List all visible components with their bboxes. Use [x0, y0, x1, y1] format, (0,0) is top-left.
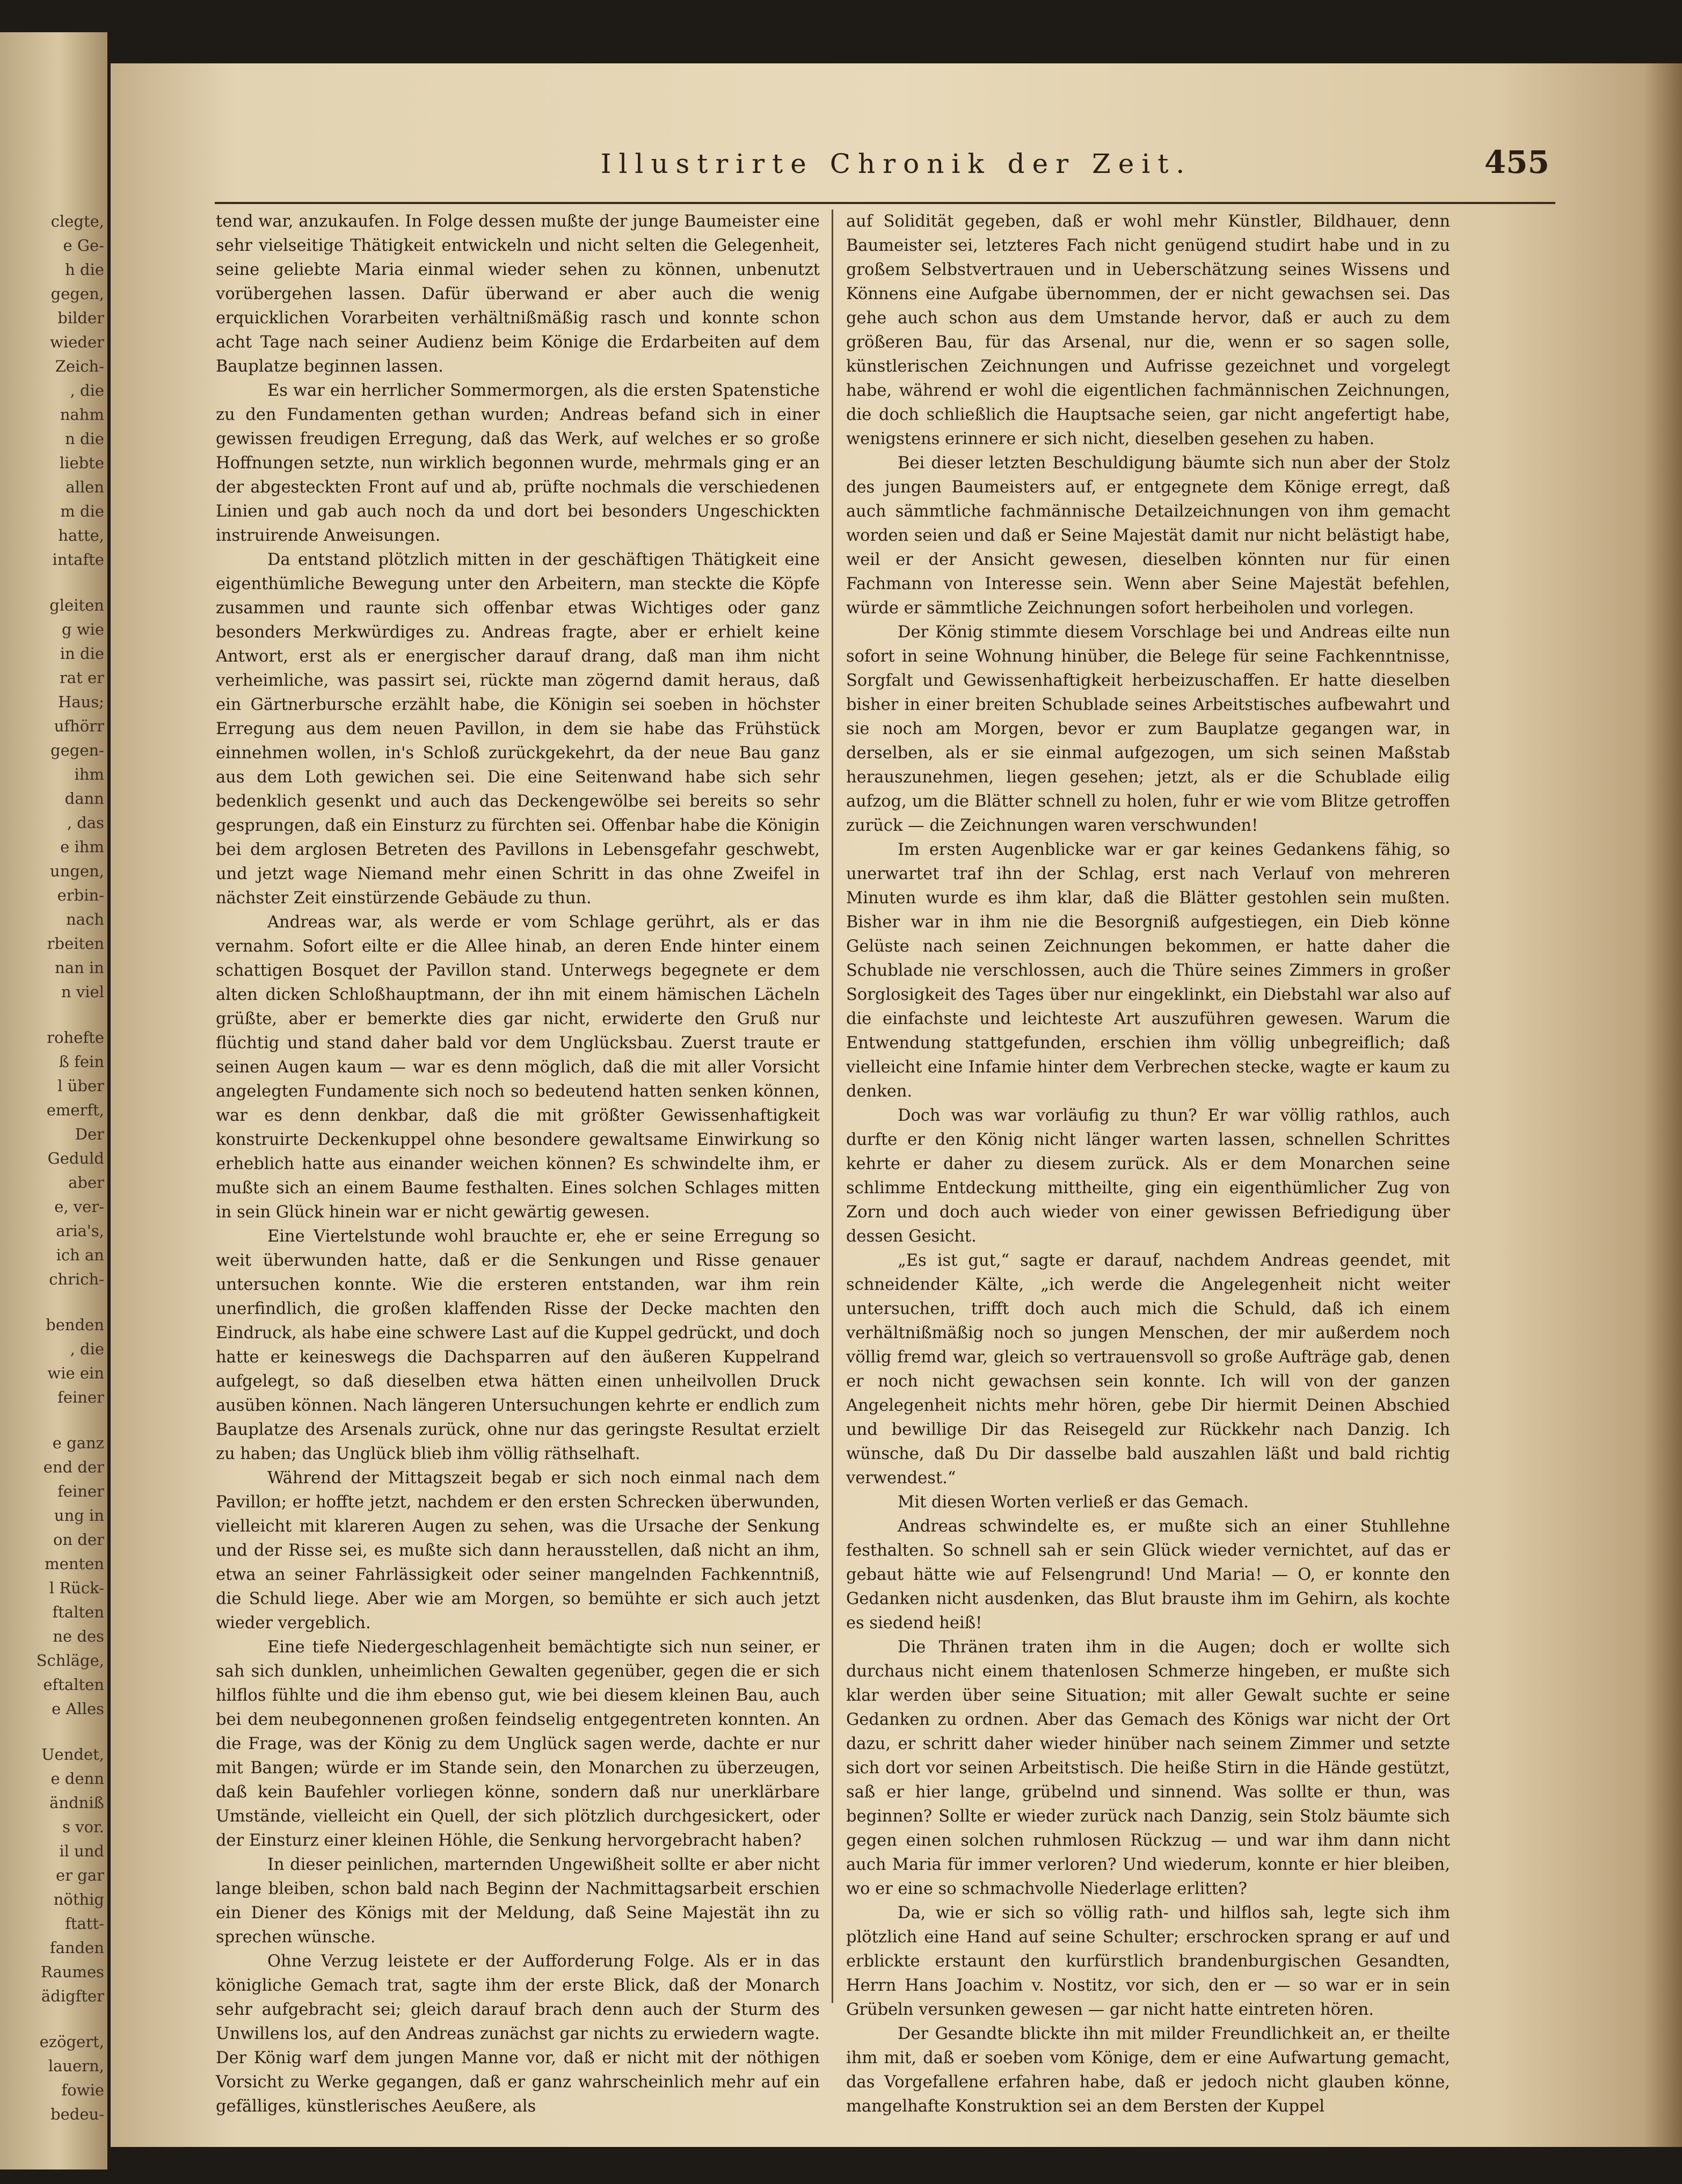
facing-page-text-fragment: rbeiten — [47, 934, 104, 953]
facing-page-text-fragment: gegen- — [50, 741, 104, 759]
facing-page-text-fragment: erbin- — [57, 886, 104, 904]
paragraph: Mit diesen Worten verließ er das Gemach. — [898, 1493, 1249, 1512]
facing-page-text-fragment: Geduld — [47, 1149, 104, 1167]
paragraph: Da entstand plötzlich mitten in der geschäftigen Thätigkeit eine eigenthümliche Bewegung unter den Arbeitern, man steckte die Köpfe zusammen und raunte sich offenbar etwas Wichtiges oder ganz besonders Merkwürdiges zu. Andreas fragte, aber er erhielt keine Antwort, erst als er energischer darauf drang, daß man ihm nicht verheimliche, was passirt sei, rückte man zögernd damit heraus, daß ein Gärtnerbursche erzählt habe, die Königin sei soeben in höchster Erregung aus dem neuen Pavillon, in dem sie habe das Frühstück einnehmen wollen, in's Schloß zurückgekehrt, da der neue Bau ganz aus dem Loth gewichen sei. Die eine Seitenwand habe sich sehr bedenklich gesenkt und auch das Deckengewölbe sei bereits so sehr gesprungen, daß ein Einsturz zu fürchten sei. Offenbar habe die Königin bei dem arglosen Betreten des Pavillons in Lebensgefahr geschwebt, und jetzt wage Niemand mehr einen Schritt in das ohne Zweifel in nächster Zeit einstürzende Gebäude zu thun. — [216, 550, 820, 908]
paragraph: Der König stimmte diesem Vorschlage bei und Andreas eilte nun sofort in seine Wohnung hinüber, die Belege für seine Fachkenntnisse, Sorgfalt und Gewissenhaftigkeit herbeizuschaffen. Er hatte dieselben bisher in einer breiten Schublade seines Arbeitstisches aufbewahrt und sie noch am Morgen, bevor er zum Bauplatze gegangen war, in derselben, als er sie einmal aufgezogen, um sich seinen Maßstab herauszunehmen, liegen gesehen; jetzt, als er die Schublade eilig aufzog, um die Blätter schnell zu holen, fuhr er wie vom Blitze getroffen zurück — die Zeichnungen waren verschwunden! — [846, 623, 1450, 835]
facing-page-text-fragment: Raumes — [40, 1963, 104, 1981]
paragraph: Der Gesandte blickte ihn mit milder Freundlichkeit an, er theilte ihm mit, daß er soeben vom Könige, dem er eine Aufwartung gemacht, das Vorgefallene erfahren habe, daß er jedoch nicht glauben könne, mangelhafte Konstruktion sei an dem Bersten der Kuppel — [846, 2025, 1450, 2116]
page-header — [111, 144, 1682, 198]
facing-page-text-fragment: , die — [70, 1340, 104, 1358]
facing-page-text-fragment: h die — [65, 260, 104, 279]
facing-page-text-fragment: ung in — [54, 1506, 104, 1525]
text-column-left — [216, 209, 820, 2116]
paragraph: Eine Viertelstunde wohl brauchte er, ehe er seine Erregung so weit überwunden hatte, daß er die Senkungen und Risse genauer untersuchen konnte. Wie die ersteren entstanden, war ihm rein unerfindlich, die großen klaffenden Risse der Decke machten den Eindruck, als habe eine schwere Last auf die Kuppel gedrückt, und doch hatte er keineswegs die Dachsparren auf den äußeren Kuppelrand aufgelegt, so daß dieselben etwa hätten einen unheilvollen Druck ausüben können. Nach längeren Untersuchungen kehrte er endlich zum Bauplatze des Arsenals zurück, ohne nur das geringste Resultat erzielt zu haben; das Unglück blieb ihm völlig räthselhaft. — [216, 1227, 820, 1463]
facing-page-text-fragment: chrich- — [49, 1270, 104, 1288]
facing-page-text-fragment: bilder — [57, 309, 104, 327]
facing-page-text-fragment: feiner — [57, 1482, 104, 1500]
text-column-right — [846, 209, 1450, 2116]
paragraph: Andreas schwindelte es, er mußte sich an einer Stuhllehne festhalten. So schnell sah er sein Glück wieder vernichtet, auf das er gebaut hätte wie auf Felsengrund! Und Maria! — O, er konnte den Gedanken nicht ausdenken, das Blut brauste ihm im Gehirn, als kochte es siedend heiß! — [846, 1517, 1450, 1632]
facing-page-text-fragment: gegen, — [50, 285, 104, 303]
facing-page-text-fragment: ftatt- — [65, 1914, 104, 1933]
facing-page-text-fragment: liebte — [59, 454, 104, 472]
facing-page-text-fragment: feiner — [57, 1388, 104, 1406]
facing-page-text-fragment: e ganz — [52, 1434, 104, 1452]
facing-page-text-fragment: ß fein — [59, 1053, 104, 1071]
facing-page-text-fragment: er gar — [56, 1866, 104, 1884]
paragraph: Die Thränen traten ihm in die Augen; doch er wollte sich durchaus nicht einem thatenlosen Schmerze hingeben, er mußte sich klar werden über seine Situation; mit aller Gewalt suchte er seine Gedanken zu ordnen. Aber das Gemach des Königs war nicht der Ort dazu, er schritt daher wieder hinüber nach seinem Zimmer und setzte sich dort vor seinen Arbeitstisch. Die heiße Stirn in die Hände gestützt, saß er hier lange, grübelnd und sinnend. Was sollte er thun, was beginnen? Sollte er wieder zurück nach Danzig, sein Stolz bäumte sich gegen einen solchen ruhmlosen Rückzug — und war ihm dann nicht auch Maria für immer verloren? Und wiederum, konnte er hier bleiben, wo er eine so schmachvolle Niederlage erlitten? — [846, 1638, 1450, 1898]
facing-page-text-fragment: emerft, — [46, 1101, 104, 1119]
paragraph: Ohne Verzug leistete er der Aufforderung Folge. Als er in das königliche Gemach trat, sagte ihm der erste Blick, daß der Monarch sehr aufgebracht sei; gleich darauf brach denn auch der Sturm des Unwillens los, auf den Andreas zunächst gar nichts zu erwiedern wagte. Der König warf dem jungen Manne vor, daß er nicht mit der nöthigen Vorsicht zu Werke gegangen, daß er ganz wahrscheinlich mehr auf ein gefälliges, künstlerisches Aeußere, als — [216, 1952, 820, 2116]
facing-page-text-fragment: wieder — [50, 333, 104, 351]
facing-page-text-fragment: fowie — [61, 2081, 104, 2099]
running-title: Illustrirte Chronik der Zeit. — [600, 148, 1192, 179]
facing-page-text-fragment: ungen, — [50, 862, 104, 880]
facing-page-fragment — [0, 32, 107, 2170]
facing-page-text-fragment: s vor. — [62, 1818, 104, 1836]
facing-page-text-fragment: gleiten — [49, 596, 104, 614]
facing-page-text-fragment: aber — [68, 1173, 104, 1192]
facing-page-text-fragment: Der — [75, 1125, 104, 1143]
facing-page-text-fragment: , das — [67, 814, 104, 832]
facing-page-text-fragment: Schläge, — [36, 1651, 104, 1670]
facing-page-text-fragment: ne des — [53, 1627, 104, 1645]
page-number: 455 — [1484, 144, 1549, 180]
facing-page-text-fragment: eftalten — [43, 1675, 104, 1694]
facing-page-text-fragment: menten — [45, 1555, 104, 1573]
facing-page-text-fragment: e denn — [50, 1769, 104, 1788]
paragraph: Während der Mittagszeit begab er sich noch einmal nach dem Pavillon; er hoffte jetzt, nachdem er den ersten Schrecken überwunden, vielleicht mit klareren Augen zu sehen, was die Ursache der Senkung und der Risse sei, es mußte sich dann herausstellen, daß nicht an ihm, etwa an seiner Fahrlässigkeit oder seiner mangelnden Fachkenntniß, die Schuld liege. Aber wie am Morgen, so bemühte er sich auch jetzt wieder vergeblich. — [216, 1469, 820, 1632]
facing-page-text-fragment: l Rück- — [49, 1579, 104, 1597]
paragraph: Es war ein herrlicher Sommermorgen, als die ersten Spatenstiche zu den Fundamenten gethan wurden; Andreas befand sich in einer gewissen freudigen Erregung, daß das Werk, auf welches er so große Hoffnungen setzte, nun wirklich begonnen wurde, mehrmals ging er an der abgesteckten Front auf und ab, prüfte nochmals die verschiedenen Linien und gab auch noch da und dort bei besonders Ungeschickten instruirende Anweisungen. — [216, 381, 820, 545]
facing-page-text-fragment: l über — [57, 1077, 104, 1095]
facing-page-text-fragment: Uendet, — [41, 1745, 104, 1764]
facing-page-text-fragment: e Alles — [52, 1700, 104, 1718]
facing-page-text-fragment: ädigfter — [41, 1987, 104, 2005]
facing-page-text-fragment: n viel — [61, 983, 104, 1001]
facing-page-text-fragment: ezögert, — [39, 2033, 104, 2051]
facing-page-text-fragment: benden — [46, 1316, 104, 1334]
facing-page-text-fragment: nöthig — [53, 1890, 104, 1909]
facing-page-text-fragment: g wie — [61, 620, 104, 638]
book-page — [111, 63, 1682, 2147]
facing-page-text-fragment: allen — [65, 478, 104, 496]
paragraph: tend war, anzukaufen. In Folge dessen mußte der junge Baumeister eine sehr vielseitige Thätigkeit entwickeln und nicht selten die Gelegenheit, seine geliebte Maria einmal wieder sehen zu können, unbenutzt vorübergehen lassen. Dafür überwand er aber auch die wenig erquicklichen Vorarbeiten verhältnißmäßig rasch und konnte schon acht Tage nach seiner Audienz beim Könige die Erdarbeiten auf dem Bauplatze beginnen lassen. — [216, 212, 820, 376]
facing-page-text-fragment: end der — [43, 1458, 104, 1476]
facing-page-text-fragment: ich an — [56, 1246, 104, 1264]
facing-page-text-fragment: rohefte — [47, 1028, 104, 1047]
paragraph: Im ersten Augenblicke war er gar keines Gedankens fähig, so unerwartet traf ihn der Schlag, erst nach Verlauf von mehreren Minuten wurde es ihm klar, daß die Blätter gestohlen sein mußten. Bisher war in ihm nie die Besorgniß aufgestiegen, ein Dieb könne Gelüste nach seinen Zeichnungen bekommen, er hatte daher die Schublade nie verschlossen, auch die Thüre seines Zimmers in großer Sorglosigkeit des Tages über nur eingeklinkt, ein Diebstahl war also auf die einfachste und leichteste Art auszuführen gewesen. Warum die Entwendung stattgefunden, erschien ihm völlig unbegreiflich; daß vielleicht eine Infamie hinter dem Verbrechen stecke, wagte er kaum zu denken. — [846, 840, 1450, 1101]
column-divider — [832, 209, 833, 2003]
facing-page-text-fragment: e, ver- — [54, 1198, 104, 1216]
facing-page-text-fragment: nahm — [60, 405, 104, 424]
facing-page-text-fragment: nan in — [55, 959, 104, 977]
facing-page-text-fragment: hatte, — [58, 526, 104, 545]
paragraph: „Es ist gut,“ sagte er darauf, nachdem Andreas geendet, mit schneidender Kälte, „ich werde die Angelegenheit nicht weiter untersuchen, trifft doch auch mich die Schuld, daß ich einem verhältnißmäßig noch so jungen Menschen, der mir außerdem noch völlig fremd war, gleich so vertrauensvoll so große Aufträge gab, denen er noch nicht gewachsen sein konnte. Ich will von der ganzen Angelegenheit nichts mehr hören, gebe Dir hiermit Deinen Abschied und bewillige Dir das Reisegeld zur Rückkehr nach Danzig. Ich wünsche, daß Du Dir dasselbe bald auszahlen läßt und bald richtig verwendest.“ — [846, 1251, 1450, 1488]
facing-page-text-fragment: ufhörr — [54, 717, 104, 735]
facing-page-text-fragment: ändniß — [49, 1794, 104, 1812]
facing-page-text-fragment: nach — [66, 910, 104, 928]
facing-page-text-fragment: ihm — [74, 765, 104, 783]
facing-page-text-fragment: intafte — [52, 550, 104, 569]
paragraph: Andreas war, als werde er vom Schlage gerührt, als er das vernahm. Sofort eilte er die Allee hinab, an deren Ende hinter einem schattigen Bosquet der Pavillon stand. Unterwegs begegnete er dem alten dicken Schloßhauptmann, der ihn mit einem hämischen Lächeln grüßte, aber er bemerkte dies gar nicht, erwiderte den Gruß nur flüchtig und stand daher bald vor dem Unglücksbau. Zuerst traute er seinen Augen kaum — war es denn möglich, daß die mit aller Vorsicht angelegten Fundamente sich noch so bedeutend hatten senken können, war es denn denkbar, daß die mit größter Gewissenhaftigkeit konstruirte Deckenkuppel ohne besondere gewaltsame Einwirkung so erheblich hatte aus einander weichen können? Es schwindelte ihm, er mußte sich an einem Baume festhalten. Eines solchen Schlages mitten in sein Glück hinein war er nicht gewärtig gewesen. — [216, 913, 820, 1222]
paragraph: Da, wie er sich so völlig rath- und hilflos sah, legte sich ihm plötzlich eine Hand auf seine Schulter; erschrocken sprang er auf und erblickte erstaunt den kurfürstlich brandenburgischen Gesandten, Herrn Hans Joachim v. Nostitz, vor sich, den er — so war er in sein Grübeln versunken gewesen — gar nicht hatte eintreten hören. — [846, 1904, 1450, 2019]
facing-page-text-fragment: aria's, — [56, 1222, 104, 1240]
facing-page-text-fragment: wie ein — [47, 1364, 104, 1382]
facing-page-text-fragment: il und — [59, 1842, 104, 1860]
facing-page-text-fragment: ftalten — [52, 1603, 104, 1621]
facing-page-text-fragment: in die — [60, 644, 104, 663]
facing-page-text-fragment: lauern, — [48, 2057, 104, 2075]
paragraph: In dieser peinlichen, marternden Ungewißheit sollte er aber nicht lange bleiben, schon bald nach Beginn der Nachmittagsarbeit erschien ein Diener des Königs mit der Meldung, daß Seine Majestät ihn zu sprechen wünsche. — [216, 1855, 820, 1947]
facing-page-text-fragment: e Ge- — [63, 236, 104, 255]
facing-page-text-fragment: clegte, — [50, 212, 104, 230]
header-rule — [215, 202, 1555, 204]
facing-page-text-fragment: on der — [53, 1530, 104, 1549]
facing-page-text-fragment: Haus; — [58, 693, 104, 711]
facing-page-text-fragment: Zeich- — [55, 357, 104, 375]
paragraph: Bei dieser letzten Beschuldigung bäumte sich nun aber der Stolz des jungen Baumeisters auf, er entgegnete dem Könige erregt, daß auch sämmtliche fachmännische Detailzeichnungen von ihm gemacht worden seien und daß er Seine Majestät damit nur nicht belästigt habe, weil er der Ansicht gewesen, dieselben könnten nur für einen Fachmann von Interesse sein. Wenn aber Seine Majestät befehlen, würde er sämmtliche Zeichnungen sofort herbeiholen und vorlegen. — [846, 454, 1450, 618]
paragraph: auf Solidität gegeben, daß er wohl mehr Künstler, Bildhauer, denn Baumeister sei, letzteres Fach nicht genügend studirt habe und in zu großem Selbstvertrauen und in Ueberschätzung seines Wissens und Könnens eine Aufgabe übernommen, der er nicht gewachsen sei. Das gehe auch schon aus dem Umstande hervor, daß er auch zu dem größeren Bau, für das Arsenal, nur die, wenn er so sagen solle, künstlerischen Zeichnungen und Aufrisse gezeichnet und vorgelegt habe, während er wohl die eigentlichen fachmännischen Zeichnungen, die doch schließlich die Hauptsache seien, gar nicht angefertigt habe, wenigstens erinnere er sich nicht, dieselben gesehen zu haben. — [846, 212, 1450, 448]
facing-page-text-fragment: e ihm — [60, 838, 104, 856]
paragraph: Doch was war vorläufig zu thun? Er war völlig rathlos, auch durfte er den König nicht länger warten lassen, schnellen Schrittes kehrte er daher zu diesem zurück. Als er dem Monarchen seine schlimme Entdeckung mittheilte, ging ein eigenthümlicher Zug von Zorn und doch auch wieder von einer gewissen Befriedigung über dessen Gesicht. — [846, 1106, 1450, 1246]
facing-page-text-fragment: rat er — [59, 669, 104, 687]
paragraph: Eine tiefe Niedergeschlagenheit bemächtigte sich nun seiner, er sah sich dunklen, unheimlichen Gewalten gegenüber, gegen die er sich hilflos fühlte und die ihm ebenso gut, wie bei diesem kleinen Bau, auch bei dem neubegonnenen großen feindselig entgegentreten konnten. An die Frage, was der König zu dem Unglück sagen werde, dachte er nur mit Bangen; würde er im Stande sein, den Monarchen zu überzeugen, daß kein Baufehler vorliegen könne, sondern daß nur unerklärbare Umstände, vielleicht ein Quell, der sich plötzlich durchgesickert, oder der Einsturz einer kleinen Höhle, die Senkung hervorgebracht haben? — [216, 1638, 820, 1850]
page-edge-shadow — [1644, 63, 1682, 2147]
facing-page-text-fragment: bedeu- — [50, 2105, 104, 2123]
facing-page-text-fragment: fanden — [49, 1939, 104, 1957]
facing-page-text-fragment: n die — [65, 430, 104, 448]
facing-page-text-fragment: , die — [70, 381, 104, 400]
facing-page-text-fragment: dann — [64, 789, 104, 808]
facing-page-text-fragment: m die — [60, 502, 104, 520]
